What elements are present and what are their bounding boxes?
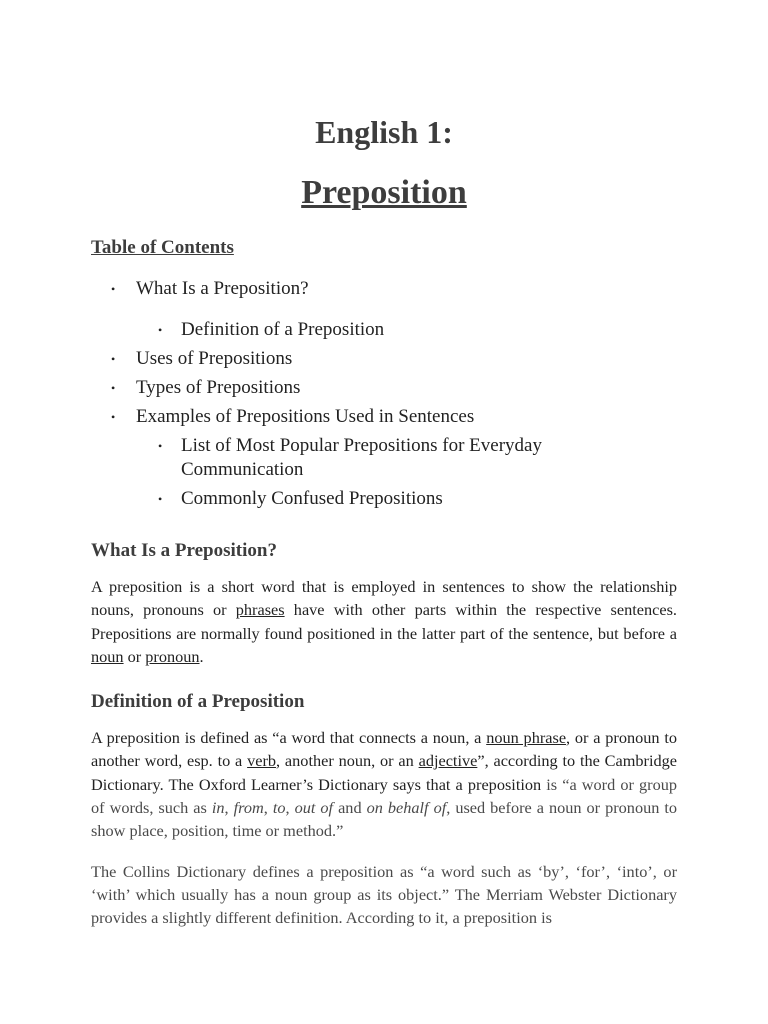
section-heading-definition: Definition of a Preposition: [91, 691, 305, 713]
text-run: A preposition is defined as “a word that connects a noun, a: [91, 728, 487, 748]
text-run: ,: [224, 798, 234, 818]
text-run: is “a word or group of words, such as: [91, 774, 677, 818]
toc-item-label: List of Most Popular Prepositions for Everyday Communication: [181, 435, 542, 480]
text-run: out of: [294, 798, 334, 818]
text-run: from: [233, 798, 264, 818]
text-run: ”, according to the Cambridge Dictionary. The Oxford Learner’s Dictionary says that a preposition: [91, 751, 678, 794]
link-verb[interactable]: verb: [247, 751, 277, 771]
bullet-icon: •: [158, 439, 163, 453]
toc-heading: Table of Contents: [91, 237, 234, 258]
text-run: , another noun, or an: [276, 751, 419, 771]
toc-item-label: Commonly Confused Prepositions: [181, 488, 443, 509]
bullet-icon: •: [111, 352, 116, 366]
section-heading-what-is: What Is a Preposition?: [91, 540, 277, 561]
toc-item-confused[interactable]: [91, 487, 677, 511]
paragraph-what-is: [91, 575, 677, 668]
toc-list: [91, 277, 677, 511]
text-run: have with other parts within the respective sentences. Prepositions are normally found positioned in the latter part of the sentence, but before a: [91, 600, 677, 643]
text-run: and: [333, 798, 367, 818]
text-run: ,: [263, 798, 273, 818]
bullet-icon: •: [111, 410, 116, 424]
toc-item-types[interactable]: [91, 376, 677, 400]
toc-item-examples[interactable]: [91, 405, 677, 429]
text-run: on behalf of: [366, 798, 447, 818]
toc-item-what-is[interactable]: [91, 277, 677, 301]
toc-item-definition[interactable]: [91, 318, 677, 342]
toc-item-uses[interactable]: [91, 347, 677, 371]
text-run: .: [199, 646, 204, 666]
toc-item-label: Uses of Prepositions: [136, 348, 293, 369]
toc-item-label: Types of Prepositions: [136, 377, 301, 398]
bullet-icon: •: [111, 381, 116, 395]
document-content: [91, 112, 677, 930]
toc-item-label: Definition of a Preposition: [181, 319, 385, 340]
text-run: , used before a noun or pronoun to show place, position, time or method.”: [91, 798, 678, 841]
toc-item-label: Examples of Prepositions Used in Sentences: [136, 406, 475, 427]
bullet-icon: •: [158, 492, 163, 506]
link-pronoun[interactable]: pronoun: [145, 646, 200, 666]
bullet-icon: •: [111, 282, 116, 296]
link-noun[interactable]: noun: [91, 646, 124, 666]
paragraph-definition-1: [91, 726, 677, 842]
link-noun-phrase[interactable]: noun phrase: [486, 728, 567, 748]
toc-item-label: What Is a Preposition?: [136, 278, 309, 299]
link-adjective[interactable]: adjective: [418, 751, 478, 771]
paragraph-definition-2: The Collins Dictionary defines a preposition as “a word such as ‘by’, ‘for’, ‘into’, or ‘with’ which usually has a noun group as its object.” The Merriam Webster Dictionary provides a slightly different definition. According to it, a preposition is: [91, 861, 677, 928]
link-phrases[interactable]: phrases: [235, 600, 285, 620]
document-title-line1: English 1:: [315, 114, 453, 150]
text-run: A preposition is a short word that is employed in sentences to show the relationship nouns, pronouns or: [91, 577, 677, 620]
text-run: to: [272, 798, 286, 818]
document-title-line2: Preposition: [301, 174, 467, 211]
bullet-icon: •: [158, 323, 163, 337]
text-run: ,: [285, 798, 295, 818]
text-run: , or a pronoun to another word, esp. to a: [91, 728, 677, 771]
text-run: or: [123, 646, 146, 666]
toc-item-popular-list[interactable]: [91, 434, 677, 482]
text-run: in: [211, 798, 225, 818]
